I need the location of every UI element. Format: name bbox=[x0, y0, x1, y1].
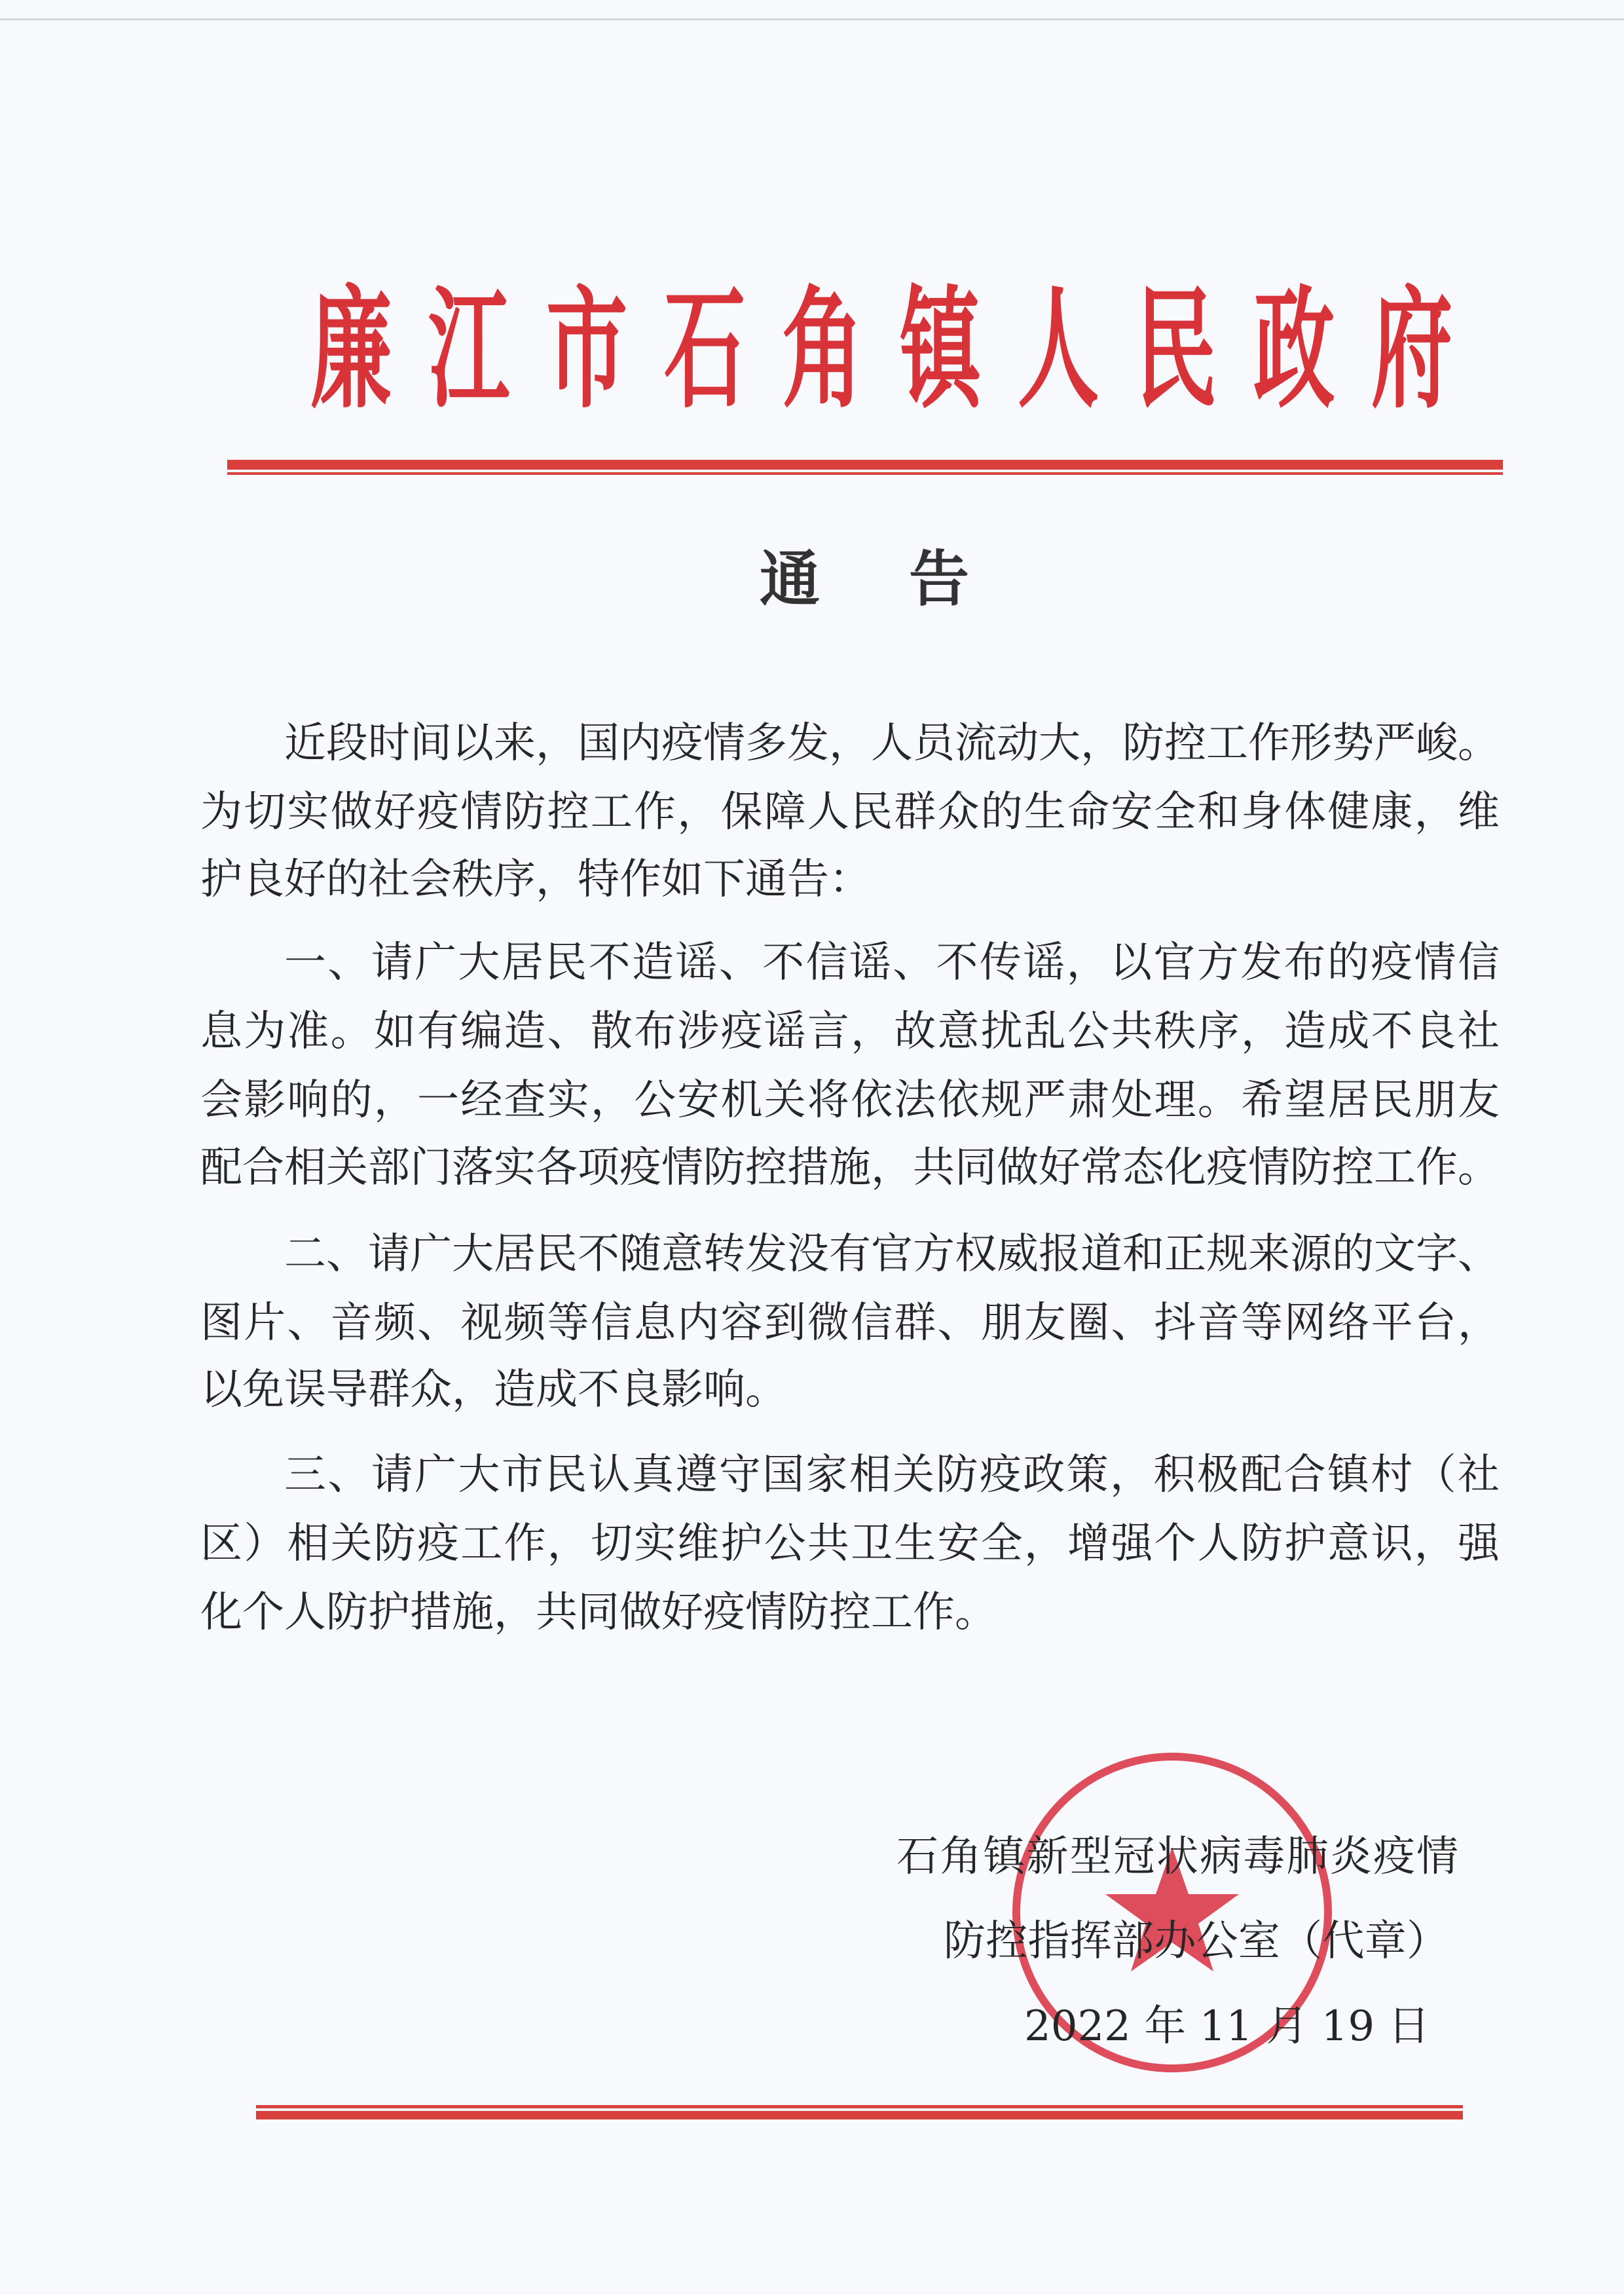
notice-heading bbox=[760, 544, 969, 616]
heading-char: 告 bbox=[908, 544, 969, 614]
body-line: 化个人防护措施，共同做好疫情防控工作。 bbox=[200, 1588, 997, 1637]
body-line: 为切实做好疫情防控工作，保障人民群众的生命安全和身体健康，维 bbox=[200, 788, 1500, 836]
body-line: 区）相关防疫工作，切实维护公共卫生安全，增强个人防护意识，强 bbox=[200, 1520, 1500, 1568]
footer-rule-thick bbox=[256, 2111, 1463, 2119]
signature-line-1: 石角镇新型冠状病毒肺炎疫情 bbox=[896, 1833, 1458, 1881]
body-line: 配合相关部门落实各项疫情防控措施，共同做好常态化疫情防控工作。 bbox=[200, 1144, 1500, 1192]
letterhead-char: 镇 bbox=[900, 274, 982, 426]
header-rule-thick bbox=[227, 460, 1503, 470]
letterhead-char: 市 bbox=[546, 274, 628, 426]
scan-edge bbox=[0, 18, 1624, 20]
letterhead-char: 廉 bbox=[310, 274, 392, 426]
body-line: 近段时间以来，国内疫情多发，人员流动大，防控工作形势严峻。 bbox=[284, 719, 1500, 768]
body-line: 图片、音频、视频等信息内容到微信群、朋友圈、抖音等网络平台， bbox=[200, 1299, 1500, 1347]
letterhead-char: 政 bbox=[1253, 274, 1335, 426]
body-line: 三、请广大市民认真遵守国家相关防疫政策，积极配合镇村（社 bbox=[284, 1451, 1500, 1499]
body-line: 一、请广大居民不造谣、不信谣、不传谣，以官方发布的疫情信 bbox=[284, 939, 1500, 987]
letterhead-char: 角 bbox=[782, 274, 864, 426]
body-line: 以免误导群众，造成不良影响。 bbox=[200, 1366, 787, 1414]
letterhead-char: 石 bbox=[664, 274, 746, 426]
signature-line-2: 防控指挥部办公室（代章） bbox=[944, 1917, 1449, 1966]
letterhead-char: 人 bbox=[1018, 274, 1099, 426]
letterhead-char: 民 bbox=[1135, 274, 1217, 426]
body-line: 会影响的，一经查实，公安机关将依法依规严肃处理。希望居民朋友 bbox=[200, 1076, 1500, 1125]
header-rule-thin bbox=[227, 472, 1503, 475]
heading-char: 通 bbox=[760, 544, 821, 614]
body-line: 护良好的社会秩序，特作如下通告： bbox=[200, 855, 871, 904]
signature-date: 2022 年 11 月 19 日 bbox=[1024, 2002, 1430, 2051]
letterhead-char: 江 bbox=[428, 274, 510, 426]
letterhead-title bbox=[288, 275, 1467, 426]
body-line: 二、请广大居民不随意转发没有官方权威报道和正规来源的文字、 bbox=[284, 1230, 1500, 1278]
footer-rule-thin bbox=[256, 2105, 1463, 2108]
letterhead-char: 府 bbox=[1371, 274, 1453, 426]
body-line: 息为准。如有编造、散布涉疫谣言，故意扰乱公共秩序，造成不良社 bbox=[200, 1007, 1500, 1056]
